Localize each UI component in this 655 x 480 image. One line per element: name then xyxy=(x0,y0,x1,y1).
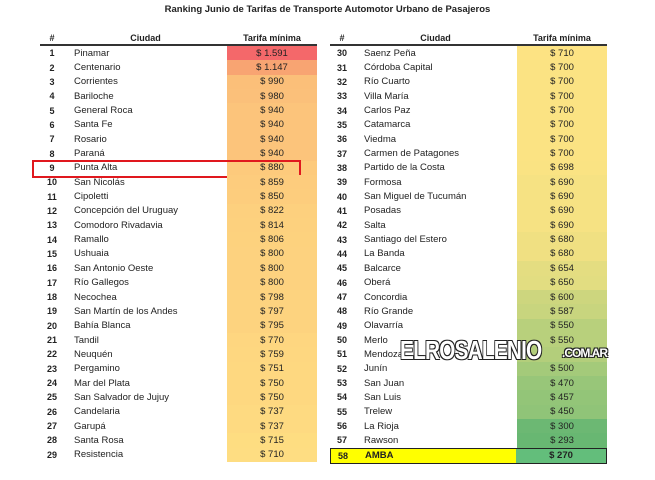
table-row xyxy=(330,204,607,218)
fare-cell: $ 470 xyxy=(517,376,607,390)
fare-cell: $ 822 xyxy=(227,204,317,218)
rank-cell: 19 xyxy=(46,306,57,317)
city-cell: San Miguel de Tucumán xyxy=(364,191,467,203)
rank-cell: 50 xyxy=(336,335,347,346)
table-row xyxy=(330,103,607,117)
table-row xyxy=(330,433,607,447)
fare-cell: $ 700 xyxy=(517,60,607,74)
rank-cell: 48 xyxy=(336,306,347,317)
fare-cell: $ 587 xyxy=(517,304,607,318)
city-cell: Rawson xyxy=(364,434,399,446)
fare-cell: $ 698 xyxy=(517,161,607,175)
fare-cell: $ 690 xyxy=(517,204,607,218)
table-row xyxy=(40,319,317,333)
table-row xyxy=(330,232,607,246)
fare-cell: $ 690 xyxy=(517,218,607,232)
rank-cell: 6 xyxy=(49,119,55,130)
rank-cell: 9 xyxy=(49,162,55,173)
city-cell: La Rioja xyxy=(364,420,399,432)
city-cell: San Nicolás xyxy=(74,176,125,188)
city-cell: Resistencia xyxy=(74,449,124,461)
fare-cell: $ 737 xyxy=(227,405,317,419)
rank-cell: 15 xyxy=(46,248,57,259)
table-row xyxy=(330,118,607,132)
table-header xyxy=(40,30,317,46)
fare-cell: $ 700 xyxy=(517,146,607,160)
city-cell: Santiago del Estero xyxy=(364,234,447,246)
table-row xyxy=(40,390,317,404)
city-cell: Partido de la Costa xyxy=(364,162,445,174)
fare-cell: $ 715 xyxy=(227,433,317,447)
city-cell: La Banda xyxy=(364,248,405,260)
city-cell: Río Grande xyxy=(364,305,414,317)
fare-cell: $ 795 xyxy=(227,319,317,333)
city-cell: Bariloche xyxy=(74,90,114,102)
fare-cell: $ 650 xyxy=(517,276,607,290)
table-row xyxy=(330,247,607,261)
table-row xyxy=(40,103,317,117)
rank-cell: 57 xyxy=(336,435,347,446)
fare-cell: $ 550 xyxy=(517,319,607,333)
table-row xyxy=(330,218,607,232)
rank-cell: 42 xyxy=(336,220,347,231)
city-cell: Catamarca xyxy=(364,119,411,131)
fare-cell: $ 457 xyxy=(517,390,607,404)
city-cell: AMBA xyxy=(355,449,516,463)
city-cell: Trelew xyxy=(364,406,393,418)
city-cell: Formosa xyxy=(364,176,402,188)
city-cell: Ramallo xyxy=(74,234,109,246)
fare-cell: $ 850 xyxy=(227,189,317,203)
table-row xyxy=(40,362,317,376)
city-cell: Tandil xyxy=(74,334,99,346)
rank-cell: 41 xyxy=(336,205,347,216)
rank-cell: 4 xyxy=(49,91,55,102)
rank-cell: 18 xyxy=(46,292,57,303)
fare-cell: $ 737 xyxy=(227,419,317,433)
city-cell: Punta Alta xyxy=(74,162,118,174)
table-row xyxy=(330,132,607,146)
city-cell: Neuquén xyxy=(74,348,113,360)
table-row xyxy=(40,132,317,146)
city-cell: Salta xyxy=(364,219,386,231)
rank-cell: 7 xyxy=(49,134,55,145)
table-row xyxy=(40,75,317,89)
city-cell: Cipoletti xyxy=(74,191,109,203)
city-cell: Ushuaia xyxy=(74,248,109,260)
city-cell: Corrientes xyxy=(74,76,118,88)
table-row xyxy=(40,118,317,132)
city-cell: Paraná xyxy=(74,148,105,160)
rank-cell: 1 xyxy=(49,48,55,59)
rank-cell: 29 xyxy=(46,449,57,460)
table-row xyxy=(330,146,607,160)
fare-cell: $ 450 xyxy=(517,405,607,419)
table-row xyxy=(40,419,317,433)
rank-cell: 38 xyxy=(336,162,347,173)
rank-cell: 13 xyxy=(46,220,57,231)
rank-cell: 5 xyxy=(49,105,55,116)
table-row xyxy=(330,276,607,290)
header-city: Ciudad xyxy=(420,33,451,43)
fare-cell: $ 940 xyxy=(227,132,317,146)
table-row xyxy=(330,261,607,275)
rank-cell: 33 xyxy=(336,91,347,102)
watermark-main: ELROSALENIO xyxy=(400,335,542,365)
fare-cell: $ 700 xyxy=(517,132,607,146)
rank-cell: 27 xyxy=(46,421,57,432)
rank-cell: 37 xyxy=(336,148,347,159)
table-row xyxy=(40,347,317,361)
fare-cell: $ 859 xyxy=(227,175,317,189)
fare-cell: $ 700 xyxy=(517,75,607,89)
city-cell: Concordia xyxy=(364,291,408,303)
city-cell: Merlo xyxy=(364,334,388,346)
rank-cell: 45 xyxy=(336,263,347,274)
watermark-suffix: .COM.AR xyxy=(562,346,607,360)
fare-cell: $ 880 xyxy=(227,161,317,175)
table-row xyxy=(330,304,607,318)
rank-cell: 26 xyxy=(46,406,57,417)
rank-cell: 55 xyxy=(336,406,347,417)
city-cell: San Martín de los Andes xyxy=(74,305,178,317)
table-row xyxy=(330,290,607,304)
city-cell: Río Gallegos xyxy=(74,277,129,289)
fare-cell: $ 690 xyxy=(517,175,607,189)
city-cell: Carmen de Patagones xyxy=(364,148,460,160)
fare-cell: $ 750 xyxy=(227,376,317,390)
table-row xyxy=(40,189,317,203)
city-cell: Comodoro Rivadavia xyxy=(74,219,163,231)
city-cell: Olavarría xyxy=(364,320,404,332)
rank-cell: 12 xyxy=(46,205,57,216)
rank-cell: 24 xyxy=(46,378,57,389)
rank-cell: 35 xyxy=(336,119,347,130)
fare-cell: $ 293 xyxy=(517,433,607,447)
city-cell: Pergamino xyxy=(74,363,120,375)
fare-cell: $ 751 xyxy=(227,362,317,376)
city-cell: Bahía Blanca xyxy=(74,320,131,332)
fare-cell: $ 800 xyxy=(227,276,317,290)
table-row xyxy=(330,448,607,464)
fare-cell: $ 797 xyxy=(227,304,317,318)
city-cell: Santa Rosa xyxy=(74,434,124,446)
rank-cell: 22 xyxy=(46,349,57,360)
fare-cell: $ 680 xyxy=(517,232,607,246)
fare-cell: $ 800 xyxy=(227,247,317,261)
table-body xyxy=(40,46,317,462)
city-cell: Candelaria xyxy=(74,406,120,418)
table-row xyxy=(330,89,607,103)
table-row xyxy=(330,60,607,74)
city-cell: San Juan xyxy=(364,377,405,389)
rank-cell: 49 xyxy=(336,320,347,331)
city-cell: Pinamar xyxy=(74,47,110,59)
city-cell: Mendoza xyxy=(364,348,404,360)
rank-cell: 17 xyxy=(46,277,57,288)
fare-cell: $ 800 xyxy=(227,261,317,275)
rank-cell: 40 xyxy=(336,191,347,202)
fare-cell: $ 700 xyxy=(517,89,607,103)
rank-cell: 46 xyxy=(336,277,347,288)
rank-cell: 44 xyxy=(336,248,347,259)
rank-cell: 47 xyxy=(336,292,347,303)
header-rank: # xyxy=(49,33,55,43)
rank-cell: 56 xyxy=(336,421,347,432)
fare-cell: $ 940 xyxy=(227,103,317,117)
table-row xyxy=(40,376,317,390)
header-fare: Tarifa mínima xyxy=(243,33,301,43)
city-cell: General Roca xyxy=(74,105,133,117)
table-row xyxy=(40,276,317,290)
rank-cell: 36 xyxy=(336,134,347,145)
fare-cell: $ 770 xyxy=(227,333,317,347)
fare-cell: $ 600 xyxy=(517,290,607,304)
fare-cell: $ 654 xyxy=(517,261,607,275)
rank-cell: 10 xyxy=(46,177,57,188)
rank-cell: 25 xyxy=(46,392,57,403)
fare-cell: $ 940 xyxy=(227,118,317,132)
city-cell: San Antonio Oeste xyxy=(74,262,154,274)
table-row xyxy=(40,175,317,189)
rank-cell: 3 xyxy=(49,76,55,87)
rank-cell: 58 xyxy=(331,449,355,463)
city-cell: Santa Fe xyxy=(74,119,113,131)
city-cell: Oberá xyxy=(364,277,391,289)
rank-cell: 20 xyxy=(46,320,57,331)
rank-cell: 21 xyxy=(46,335,57,346)
fare-cell: $ 750 xyxy=(227,390,317,404)
city-cell: Necochea xyxy=(74,291,117,303)
city-cell: Carlos Paz xyxy=(364,105,411,117)
table-row xyxy=(330,175,607,189)
rank-cell: 53 xyxy=(336,378,347,389)
fare-cell: $ 990 xyxy=(227,75,317,89)
page-title: Ranking Junio de Tarifas de Transporte Automotor Urbano de Pasajeros xyxy=(164,4,491,15)
rank-cell: 2 xyxy=(49,62,55,73)
table-row xyxy=(40,405,317,419)
rank-cell: 51 xyxy=(336,349,347,360)
table-row xyxy=(330,75,607,89)
fare-cell: $ 710 xyxy=(517,46,607,60)
fare-cell: $ 1.591 xyxy=(227,46,317,60)
fare-cell: $ 798 xyxy=(227,290,317,304)
header-rank: # xyxy=(339,33,345,43)
rank-cell: 52 xyxy=(336,363,347,374)
rank-cell: 34 xyxy=(336,105,347,116)
city-cell: Mar del Plata xyxy=(74,377,130,389)
city-cell: San Luis xyxy=(364,391,401,403)
table-row xyxy=(330,405,607,419)
city-cell: Saenz Peña xyxy=(364,47,416,59)
fare-cell: $ 980 xyxy=(227,89,317,103)
rank-cell: 32 xyxy=(336,76,347,87)
table-row xyxy=(330,189,607,203)
table-row xyxy=(330,419,607,433)
fare-cell: $ 814 xyxy=(227,218,317,232)
table-row xyxy=(40,218,317,232)
table-row xyxy=(40,261,317,275)
header-city: Ciudad xyxy=(130,33,161,43)
table-row xyxy=(40,60,317,74)
table-row xyxy=(40,232,317,246)
city-cell: Río Cuarto xyxy=(364,76,410,88)
city-cell: Junín xyxy=(364,363,388,375)
table-body xyxy=(330,46,607,464)
table-row xyxy=(330,319,607,333)
table-row xyxy=(40,161,317,175)
city-cell: Villa María xyxy=(364,90,409,102)
table-row xyxy=(40,290,317,304)
table-row xyxy=(40,89,317,103)
fare-cell: $ 300 xyxy=(517,419,607,433)
table-row xyxy=(40,247,317,261)
rank-cell: 28 xyxy=(46,435,57,446)
rank-cell: 54 xyxy=(336,392,347,403)
city-cell: Concepción del Uruguay xyxy=(74,205,179,217)
rank-cell: 43 xyxy=(336,234,347,245)
fare-cell: $ 710 xyxy=(227,448,317,462)
rank-cell: 16 xyxy=(46,263,57,274)
table-row xyxy=(40,46,317,60)
fare-cell: $ 700 xyxy=(517,103,607,117)
table-row xyxy=(330,161,607,175)
rank-cell: 30 xyxy=(336,48,347,59)
ranking-table-right xyxy=(330,30,607,464)
fare-cell: $ 500 xyxy=(517,362,607,376)
rank-cell: 39 xyxy=(336,177,347,188)
city-cell: Garupá xyxy=(74,420,106,432)
city-cell: Viedma xyxy=(364,133,397,145)
fare-cell: $ 270 xyxy=(516,449,606,463)
ranking-table-left xyxy=(40,30,317,462)
fare-cell: $ 759 xyxy=(227,347,317,361)
table-row xyxy=(40,146,317,160)
city-cell: Posadas xyxy=(364,205,401,217)
fare-cell: $ 806 xyxy=(227,232,317,246)
city-cell: Balcarce xyxy=(364,262,401,274)
rank-cell: 23 xyxy=(46,363,57,374)
fare-cell: $ 550 xyxy=(517,333,607,347)
fare-cell: $ 700 xyxy=(517,118,607,132)
table-row xyxy=(330,390,607,404)
table-row xyxy=(40,304,317,318)
table-row xyxy=(40,448,317,462)
city-cell: San Salvador de Jujuy xyxy=(74,391,170,403)
rank-cell: 11 xyxy=(47,191,57,202)
table-row xyxy=(40,433,317,447)
watermark-logo xyxy=(400,335,607,366)
table-row xyxy=(40,333,317,347)
city-cell: Centenario xyxy=(74,62,121,74)
fare-cell: $ 940 xyxy=(227,146,317,160)
city-cell: Rosario xyxy=(74,133,107,145)
table-row xyxy=(330,376,607,390)
rank-cell: 14 xyxy=(46,234,57,245)
fare-cell: $ 1.147 xyxy=(227,60,317,74)
rank-cell: 31 xyxy=(336,62,347,73)
city-cell: Córdoba Capital xyxy=(364,62,433,74)
fare-cell: $ 680 xyxy=(517,247,607,261)
table-row xyxy=(330,46,607,60)
table-row xyxy=(40,204,317,218)
header-fare: Tarifa mínima xyxy=(533,33,591,43)
table-header xyxy=(330,30,607,46)
fare-cell: $ 690 xyxy=(517,189,607,203)
rank-cell: 8 xyxy=(49,148,55,159)
